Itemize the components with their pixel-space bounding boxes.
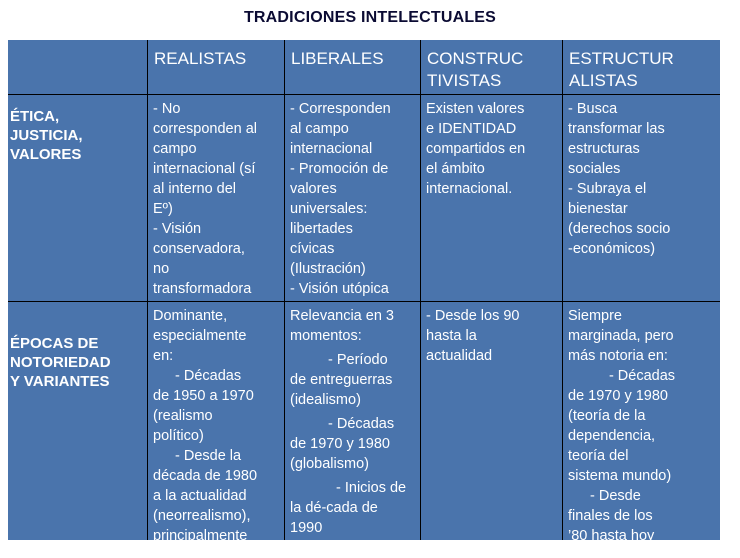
row-label-line: VALORES [10, 146, 82, 163]
cell-line: - Décadas [328, 416, 395, 432]
row-label-line: ÉTICA, [10, 108, 60, 125]
cell-line: década de 1980 [153, 468, 258, 484]
cell-line: - Inicios de [336, 480, 407, 496]
cell-etica-liberales [285, 95, 420, 301]
cell-etica-realistas [148, 95, 284, 301]
cell-line: Siempre [568, 308, 622, 324]
cell-line: de 1970 y 1980 [290, 436, 390, 452]
cell-line: internacional (sí [153, 161, 256, 177]
cell-line: (neorrealismo), [153, 508, 251, 524]
cell-line: internacional. [426, 181, 513, 197]
cell-line: valores [290, 181, 337, 197]
cell-line: e IDENTIDAD [426, 121, 517, 137]
corner-cell [8, 40, 147, 94]
cell-line: Dominante, [153, 308, 228, 324]
cell-line: - Corresponden [290, 101, 391, 117]
cell-line: la dé-cada de [290, 500, 378, 516]
row-label-line: ÉPOCAS DE [10, 335, 99, 352]
cell-line: sociales [568, 161, 621, 177]
cell-line: - No [153, 101, 181, 117]
cell-line: transformadora [153, 281, 252, 297]
cell-line: Eº) [153, 201, 173, 217]
cell-line: internacional [290, 141, 373, 157]
cell-line: no [153, 261, 170, 277]
cell-line: conservadora, [153, 241, 245, 257]
col-header-line: REALISTAS [154, 49, 247, 68]
cell-line: transformar las [568, 121, 665, 137]
cell-line: (idealismo) [290, 392, 361, 408]
cell-line: (Ilustración) [290, 261, 366, 277]
cell-line: al interno del [153, 181, 237, 197]
cell-line: 1990 [290, 520, 323, 536]
cell-line: de 1950 a 1970 [153, 388, 254, 404]
cell-line: especialmente [153, 328, 247, 344]
cell-line: corresponden al [153, 121, 257, 137]
cell-line: - Período [328, 352, 388, 368]
cell-line: -económicos) [568, 241, 656, 257]
cell-line: (derechos socio [568, 221, 671, 237]
col-header-line: LIBERALES [291, 49, 384, 68]
row-label-line: Y VARIANTES [10, 373, 110, 390]
cell-line: a la actualidad [153, 488, 247, 504]
cell-line: político) [153, 428, 204, 444]
cell-line: finales de los [568, 508, 653, 524]
cell-line: compartidos en [426, 141, 526, 157]
cell-line: bienestar [568, 201, 628, 217]
traditions-table [8, 40, 720, 556]
col-header-realistas [148, 40, 284, 94]
cell-line: hasta la [426, 328, 477, 344]
cell-epocas-liberales [285, 302, 420, 556]
cell-line: el ámbito [426, 161, 485, 177]
cell-line: (teoría de la [568, 408, 646, 424]
cell-line: - Desde la [175, 448, 242, 464]
col-header-estructuralistas [563, 40, 720, 94]
cell-epocas-realistas [148, 302, 284, 544]
cell-etica-constructivistas [421, 95, 562, 301]
cell-line: de entreguerras [290, 372, 393, 388]
row-label-line: JUSTICIA, [10, 127, 83, 144]
cell-line: estructuras [568, 141, 640, 157]
row-label-epocas [8, 302, 147, 540]
cell-line: sistema mundo) [568, 468, 672, 484]
cell-line: libertades [290, 221, 353, 237]
col-header-line: ALISTAS [569, 71, 638, 90]
cell-epocas-constructivistas [421, 302, 562, 540]
cell-line: Existen valores [426, 101, 525, 117]
cell-line: de 1970 y 1980 [568, 388, 668, 404]
cell-line: momentos: [290, 328, 362, 344]
cell-line: (institucionalis [290, 540, 382, 556]
cell-line: dependencia, [568, 428, 656, 444]
cell-line: (realismo [153, 408, 213, 424]
col-header-constructivistas [421, 40, 562, 94]
cell-line: - Busca [568, 101, 618, 117]
cell-etica-estructuralistas [563, 95, 720, 301]
row-label-etica [8, 95, 147, 301]
cell-line: campo [153, 141, 197, 157]
col-header-line: ESTRUCTUR [569, 49, 674, 68]
cell-line: ’80 hasta hoy [568, 528, 655, 544]
col-header-liberales [285, 40, 420, 94]
cell-line: más notoria en: [568, 348, 668, 364]
cell-epocas-estructuralistas [563, 302, 720, 544]
cell-line: - Desde [590, 488, 641, 504]
cell-line: - Promoción de [290, 161, 389, 177]
col-header-line: CONSTRUC [427, 49, 524, 68]
cell-line: - Visión utópica [290, 281, 389, 297]
col-header-line: TIVISTAS [427, 71, 502, 90]
cell-line: teoría del [568, 448, 629, 464]
cell-line: marginada, pero [568, 328, 674, 344]
cell-line: cívicas [290, 241, 335, 257]
cell-line: (globalismo) [290, 456, 369, 472]
cell-line: - Décadas [175, 368, 242, 384]
cell-line: en: [153, 348, 174, 364]
cell-line: al campo [290, 121, 349, 137]
cell-line: actualidad [426, 348, 493, 364]
cell-line: - Décadas [608, 368, 676, 384]
page-title: TRADICIONES INTELECTUALES [243, 9, 497, 26]
cell-line: - Desde los 90 [426, 308, 520, 324]
row-label-line: NOTORIEDAD [10, 354, 111, 371]
cell-line: - Subraya el [568, 181, 647, 197]
cell-line: Relevancia en 3 [290, 308, 394, 324]
cell-line: principalmente [153, 528, 248, 544]
cell-line: universales: [290, 201, 368, 217]
cell-line: - Visión [153, 221, 202, 237]
